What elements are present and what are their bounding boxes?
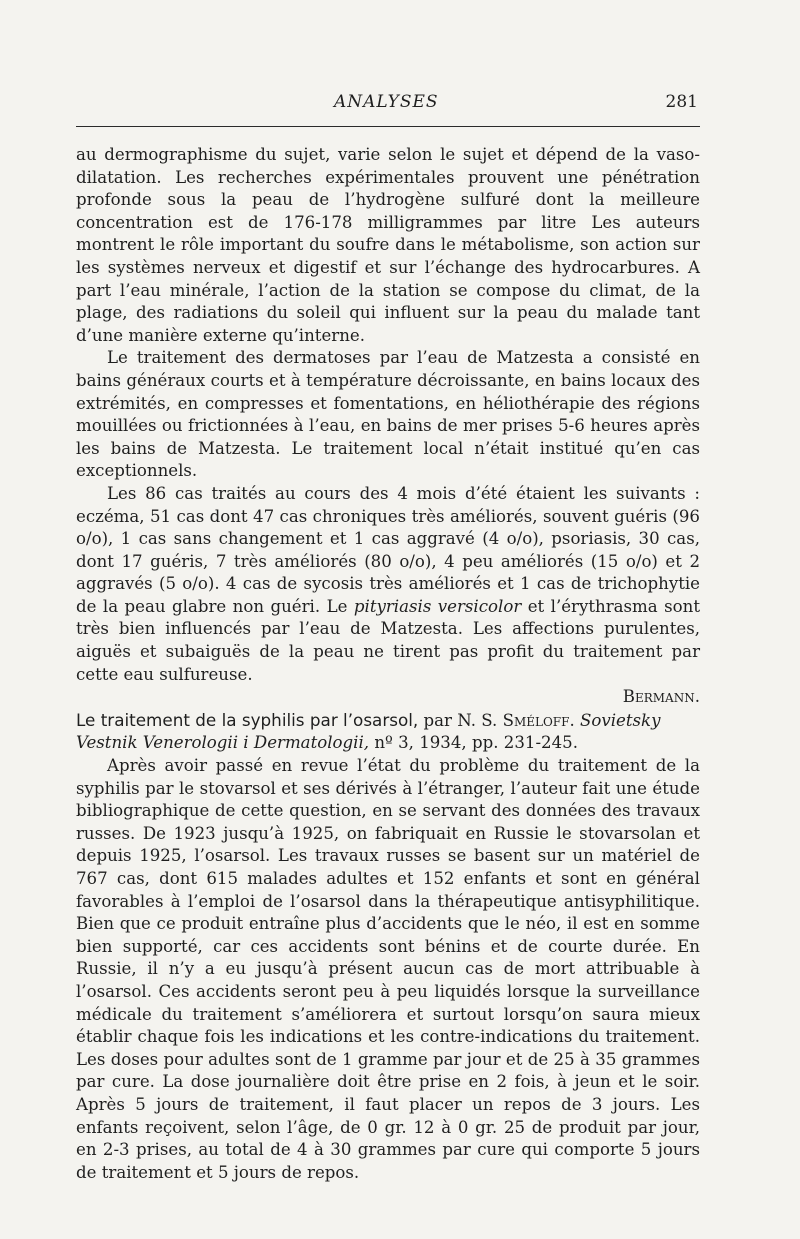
paragraph: au dermographisme du sujet, varie selon le sujet et dépend de la vaso-dilatation. Les recherches expérimentales prouvent une pénétration profonde sous la peau de l’hydrogène sulfuré dont la meilleure concentration est de 176-178 milligrammes par litre Les auteurs montrent le rôle important du soufre dans le métabolisme, son action sur les systèmes nerveux et digestif et sur l’échange des hydrocarbures. A part l’eau minérale, l’action de la station se compose du climat, de la plage, des radiations du soleil qui influent sur la peau du malade tant d’une manière externe qu’interne. [76,145,700,345]
article-by: par [418,710,458,730]
page-number: 281 [665,92,698,112]
article-authors: N. S. Sméloff. [457,710,575,730]
page-body [76,144,700,1184]
article-title: Le traitement de la syphilis par l’osarsol, [76,709,419,730]
page-header [76,92,700,127]
article-heading [76,709,700,755]
reviewer-signature: Bermann. [622,687,700,707]
paragraph: Le traitement des dermatoses par l’eau de Matzesta a consisté en bains généraux courts et à température décroissante, en bains locaux des extrémités, en compresses et fomentations, en héliothérapie des régions mouillées ou frictionnées à l’eau, en bains de mer prises 5-6 heures après les bains de Matzesta. Le traitement local n’était institué qu’en cas exceptionnels. [76,348,700,481]
journal-citation: nº 3, 1934, pp. 231-245. [369,733,578,753]
running-title: ANALYSES [334,92,439,112]
journal-name: Sovietsky Vestnik Venerologii i Dermatologii, [76,710,661,753]
italic-term: pityriasis versicolor [353,596,522,616]
paragraph: Après avoir passé en revue l’état du problème du traitement de la syphilis par le stovarsol et ses dérivés à l’étranger, l’auteur fait une étude bibliographique de cette question, en se servant des données des travaux russes. De 1923 jusqu’à 1925, on fabriquait en Russie le stovarsolan et depuis 1925, l’osarsol. Les travaux russes se basent sur un matériel de 767 cas, dont 615 malades adultes et 152 enfants et sont en général favorables à l’emploi de l’osarsol dans la thérapeutique antisyphilitique. Bien que ce produit entraîne plus d’accidents que le néo, il est en somme bien supporté, car ces accidents sont bénins et de courte durée. En Russie, il n’y a eu jusqu’à présent aucun cas de mort attribuable à l’osarsol. Ces accidents seront peu à peu liquidés lorsque la surveillance médicale du traitement s’améliorera et surtout lorsqu’on saura mieux établir chaque fois les indications et les contre-indications du traitement. Les doses pour adultes sont de 1 gramme par jour et de 25 à 35 grammes par cure. La dose journalière doit être prise en 2 fois, à jeun et le soir. Après 5 jours de traitement, il faut placer un repos de 3 jours. Les enfants reçoivent, selon l’âge, de 0 gr. 12 à 0 gr. 25 de produit par jour, en 2-3 prises, au total de 4 à 30 grammes par cure qui comporte 5 jours de traitement et 5 jours de repos. [76,756,700,1182]
paragraph-text: et l’érythrasma sont très bien influencés par l’eau de Matzesta. Les affections purulentes, aiguës et subaiguës de la peau ne tirent pas profit du traitement par cette eau sulfureuse. [76,596,700,684]
paragraph-text: Les 86 cas traités au cours des 4 mois d’été étaient les suivants : eczéma, 51 cas dont 47 cas chroniques très améliorés, souvent guéris (96 o/o), 1 cas sans changement et 1 cas aggravé (4 o/o), psoriasis, 30 cas, dont 17 guéris, 7 très améliorés (80 o/o), 4 peu améliorés (15 o/o) et 2 aggravés (5 o/o). 4 cas de sycosis très améliorés et 1 cas de trichophytie de la peau glabre non guéri. Le [76,483,700,616]
paragraph [76,483,700,686]
